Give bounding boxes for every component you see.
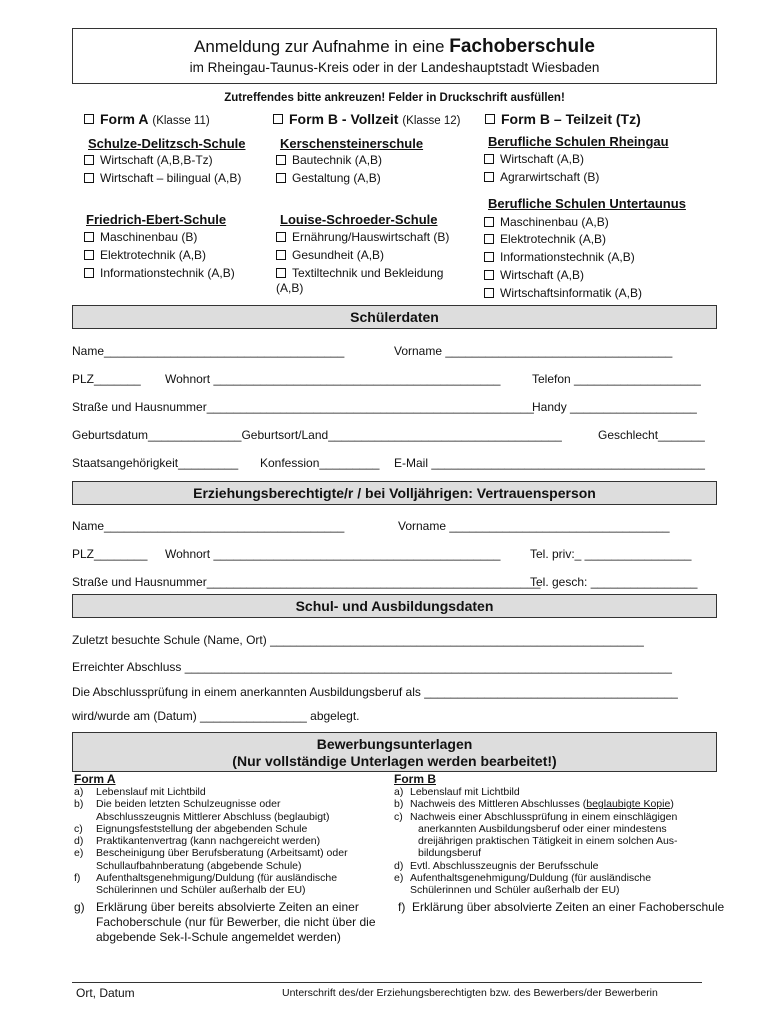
list-item [394, 872, 724, 897]
list-item [74, 835, 394, 847]
list-item [394, 798, 724, 810]
list-marker: c) [74, 822, 83, 835]
school-schulze-delitzsch: Schulze-Delitzsch-Schule [88, 136, 246, 151]
page-title [72, 36, 717, 58]
checkbox[interactable] [84, 250, 94, 260]
form-b-list [394, 786, 724, 897]
strasse-field[interactable]: Straße und Hausnummer_________________________________________________ [72, 400, 534, 414]
school-untertaunus: Berufliche Schulen Untertaunus [488, 196, 686, 211]
option-item[interactable]: Gestaltung (A,B) [276, 171, 381, 185]
checkbox[interactable] [485, 114, 495, 124]
list-marker: d) [74, 835, 84, 848]
checkbox[interactable] [84, 173, 94, 183]
list-item-text [410, 798, 674, 810]
list-item [394, 786, 724, 798]
telefon-field[interactable]: Telefon ___________________ [532, 372, 701, 386]
checkbox[interactable] [484, 252, 494, 262]
vorname-field[interactable]: Vorname __________________________________ [394, 344, 673, 358]
list-item [74, 847, 394, 872]
option-item[interactable]: Textiltechnik und Bekleidung [276, 266, 443, 280]
school-friedrich-ebert: Friedrich-Ebert-Schule [86, 212, 227, 227]
guardian-telpriv-field[interactable]: Tel. priv:_ ________________ [530, 547, 692, 561]
list-line: bildungsberuf [418, 847, 482, 860]
list-line: Die beiden letzten Schulzeugnisse oder [96, 798, 281, 811]
checkbox[interactable] [276, 268, 286, 278]
checkbox[interactable] [276, 250, 286, 260]
list-line: Eignungsfeststellung der abgebenden Schule [96, 822, 308, 835]
option-item[interactable]: Wirtschaft (A,B,B-Tz) [84, 153, 213, 167]
beglaubigte-kopie: beglaubigte Kopie [586, 798, 671, 811]
signature-line [72, 982, 702, 983]
list-marker: a) [394, 786, 404, 798]
option-item-cont: (A,B) [276, 281, 304, 295]
form-b-title: Form B [394, 772, 436, 786]
list-marker: f) [74, 872, 81, 885]
datum-field[interactable]: wird/wurde am (Datum) ________________ abgelegt. [72, 709, 360, 723]
staat-field[interactable]: Staatsangehörigkeit_________ [72, 456, 239, 470]
ort-datum-label: Ort, Datum [76, 986, 135, 1000]
list-line: Erklärung über bereits absolvierte Zeiten an einer [96, 900, 359, 914]
list-item-text [96, 823, 307, 835]
handy-field[interactable]: Handy ___________________ [532, 400, 697, 414]
option-item[interactable]: Informationstechnik (A,B) [484, 250, 635, 264]
checkbox[interactable] [84, 155, 94, 165]
list-item-text [410, 786, 520, 798]
checkbox[interactable] [484, 172, 494, 182]
form-b-teilzeit-option[interactable]: Form B – Teilzeit (Tz) [485, 111, 641, 127]
abschluss-field[interactable]: Erreichter Abschluss _________________________________________________________________________ [72, 660, 672, 674]
list-line: Lebenslauf mit Lichtbild [410, 786, 520, 798]
geschlecht-field[interactable]: Geschlecht_______ [598, 428, 705, 442]
list-item-text [96, 900, 376, 945]
wohnort-field[interactable]: Wohnort ___________________________________________ [165, 372, 501, 386]
name-field[interactable]: Name____________________________________ [72, 344, 345, 358]
list-marker: c) [394, 810, 403, 823]
plz-field[interactable]: PLZ_______ [72, 372, 141, 386]
unterlagen-subtitle: (Nur vollständige Unterlagen werden bearbeitet!) [232, 753, 557, 769]
list-line: Nachweis des Mittleren Abschlusses (beglaubigte Kopie) [410, 798, 674, 811]
list-line: anerkannten Ausbildungsberuf oder einer mindestens [418, 822, 667, 835]
guardian-wohnort-field[interactable]: Wohnort ___________________________________________ [165, 547, 501, 561]
list-item-text [96, 798, 329, 823]
unterlagen-title: Bewerbungsunterlagen [316, 736, 473, 752]
list-line: dreijährigen praktischen Tätigkeit in einem solchen Aus- [418, 835, 678, 848]
guardian-plz-field[interactable]: PLZ________ [72, 547, 148, 561]
list-marker: a) [74, 786, 84, 798]
form-a-item-g [74, 900, 404, 945]
school-rheingau: Berufliche Schulen Rheingau [488, 134, 669, 149]
list-line: Aufenthaltsgenehmigung/Duldung (für ausländische [410, 872, 652, 885]
form-a-title: Form A [74, 772, 116, 786]
form-a-option[interactable]: Form A (Klasse 11) [84, 111, 210, 127]
checkbox[interactable] [484, 288, 494, 298]
title-prefix: Anmeldung zur Aufnahme in eine [194, 37, 445, 56]
list-line: abgebende Sek-I-Schule angemeldet werden) [96, 930, 341, 944]
list-marker: g) [74, 900, 85, 914]
list-line: Lebenslauf mit Lichtbild [96, 786, 206, 798]
list-line: Schullaufbahnberatung (abgebende Schule) [96, 859, 302, 872]
option-item[interactable]: Bautechnik (A,B) [276, 153, 382, 167]
checkbox[interactable] [84, 268, 94, 278]
option-item[interactable]: Elektrotechnik (A,B) [484, 232, 606, 246]
list-item [74, 798, 394, 823]
checkbox[interactable] [84, 232, 94, 242]
geburtsdatum-field[interactable]: Geburtsdatum______________Geburtsort/Land___________________________________ [72, 428, 562, 442]
checkbox[interactable] [276, 155, 286, 165]
list-line: Schülerinnen und Schüler außerhalb der EU) [96, 884, 306, 897]
list-marker: b) [394, 798, 404, 811]
form-b-vollzeit-option[interactable]: Form B - Vollzeit (Klasse 12) [273, 111, 460, 127]
form-b-item-f: f) Erklärung über absolvierte Zeiten an einer Fachoberschule [398, 900, 725, 914]
list-item [74, 823, 394, 835]
checkbox[interactable] [276, 173, 286, 183]
school-kerschensteiner: Kerschensteinerschule [280, 136, 424, 151]
list-line: Aufenthaltsgenehmigung/Duldung (für ausländische [96, 872, 338, 885]
pruefung-field[interactable]: Die Abschlussprüfung in einem anerkannten Ausbildungsberuf als ______________________________________ [72, 685, 678, 699]
option-item[interactable]: Wirtschaftsinformatik (A,B) [484, 286, 642, 300]
guardian-strasse-field[interactable]: Straße und Hausnummer__________________________________________________ [72, 575, 541, 589]
list-line: Praktikantenvertrag (kann nachgereicht werden) [96, 835, 321, 848]
list-item-text [410, 811, 678, 860]
section-header-ausbildung: Schul- und Ausbildungsdaten [72, 594, 717, 618]
zuletzt-field[interactable]: Zuletzt besuchte Schule (Name, Ort) ________________________________________________________ [72, 633, 644, 647]
list-item-text [96, 835, 320, 847]
list-line: Bescheinigung über Berufsberatung (Arbeitsamt) oder [96, 847, 348, 860]
list-marker: d) [394, 859, 404, 872]
option-item[interactable]: Elektrotechnik (A,B) [84, 248, 206, 262]
list-item-text [96, 872, 337, 897]
list-marker: b) [74, 798, 84, 811]
list-item [394, 860, 724, 872]
section-header-unterlagen [72, 732, 717, 772]
instruction: Zutreffendes bitte ankreuzen! Felder in Druckschrift ausfüllen! [224, 92, 565, 104]
list-item-text [96, 786, 206, 798]
guardian-name-field[interactable]: Name____________________________________ [72, 519, 345, 533]
checkbox[interactable] [484, 154, 494, 164]
option-item[interactable]: Gesundheit (A,B) [276, 248, 384, 262]
list-line: Abschlusszeugnis Mittlerer Abschluss (beglaubigt) [96, 810, 330, 823]
option-item[interactable]: Ernährung/Hauswirtschaft (B) [276, 230, 449, 244]
list-line: Evtl. Abschlusszeugnis der Berufsschule [410, 859, 599, 872]
option-item[interactable]: Wirtschaft – bilingual (A,B) [84, 171, 241, 185]
option-item[interactable]: Agrarwirtschaft (B) [484, 170, 599, 184]
option-item[interactable]: Maschinenbau (A,B) [484, 215, 609, 229]
form-a-list [74, 786, 394, 897]
konfession-field[interactable]: Konfession_________ [260, 456, 380, 470]
option-item[interactable]: Wirtschaft (A,B) [484, 152, 584, 166]
list-line: Schülerinnen und Schüler außerhalb der EU) [410, 884, 620, 897]
list-item-text [410, 860, 599, 872]
option-item[interactable]: Maschinenbau (B) [84, 230, 197, 244]
signature-label: Unterschrift des/der Erziehungsberechtigten bzw. des Bewerbers/der Bewerberin [282, 987, 658, 999]
checkbox[interactable] [276, 232, 286, 242]
title-bold: Fachoberschule [449, 36, 595, 57]
list-marker: e) [74, 847, 84, 860]
checkbox[interactable] [484, 217, 494, 227]
page-subtitle: im Rheingau-Taunus-Kreis oder in der Landeshauptstadt Wiesbaden [189, 60, 600, 75]
option-item[interactable]: Wirtschaft (A,B) [484, 268, 584, 282]
section-header-erziehungsberechtigte: Erziehungsberechtigte/r / bei Volljährigen: Vertrauensperson [72, 481, 717, 505]
list-item-text [96, 847, 348, 872]
section-header-schuelerdaten: Schülerdaten [72, 305, 717, 329]
option-item[interactable]: Informationstechnik (A,B) [84, 266, 235, 280]
list-item [74, 900, 404, 945]
email-field[interactable]: E-Mail _________________________________________ [394, 456, 705, 470]
list-line: Fachoberschule (nur für Bewerber, die nicht über die [96, 915, 376, 929]
checkbox[interactable] [273, 114, 283, 124]
list-line: Nachweis einer Abschlussprüfung in einem einschlägigen [410, 810, 678, 823]
list-marker: e) [394, 872, 404, 885]
school-louise-schroeder: Louise-Schroeder-Schule [280, 212, 438, 227]
list-item [394, 811, 724, 860]
list-item-text [410, 872, 651, 897]
guardian-vorname-field[interactable]: Vorname _________________________________ [398, 519, 670, 533]
checkbox[interactable] [484, 234, 494, 244]
guardian-telgesch-field[interactable]: Tel. gesch: ________________ [530, 575, 698, 589]
list-item [74, 786, 394, 798]
checkbox[interactable] [84, 114, 94, 124]
list-item [74, 872, 394, 897]
checkbox[interactable] [484, 270, 494, 280]
